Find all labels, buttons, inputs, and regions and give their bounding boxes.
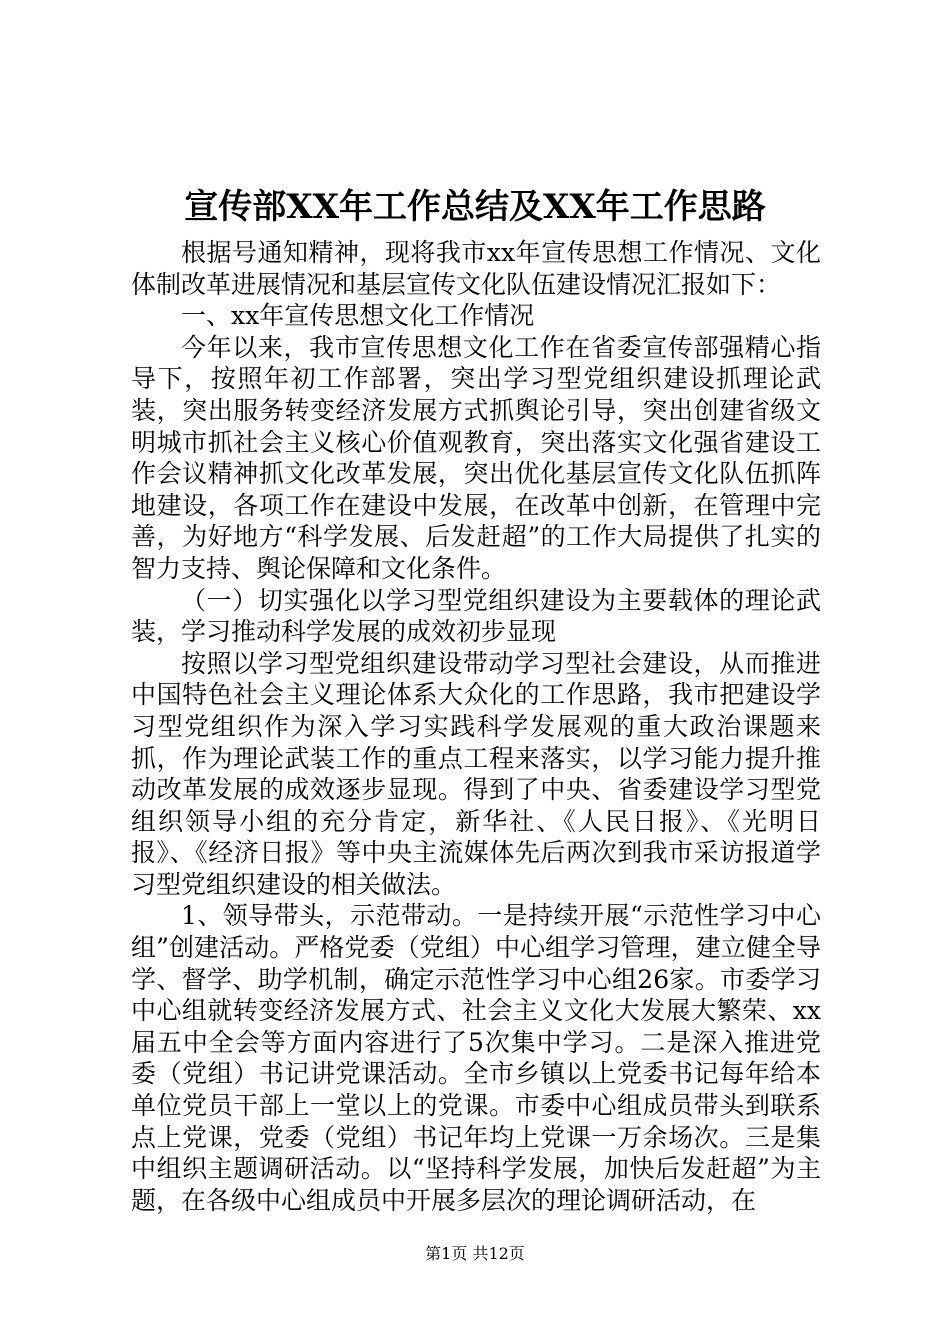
paragraph-intro: 根据号通知精神，现将我市xx年宣传思想工作情况、文化体制改革进展情况和基层宣传文化队伍建设情况汇报如下：	[131, 238, 821, 299]
paragraph-leadership: 1、领导带头，示范带动。一是持续开展“示范性学习中心组”创建活动。严格党委（党组）中心组学习管理，建立健全导学、督学、助学机制，确定示范性学习中心组26家。市委学习中心组就转变经济发展方式、社会主义文化大发展大繁荣、xx届五中全会等方面内容进行了5次集中学习。二是深入推进党委（党组）书记讲党课活动。全市乡镇以上党委书记每年给本单位党员干部上一堂以上的党课。市委中心组成员带头到联系点上党课，党委（党组）书记年均上党课一万余场次。三是集中组织主题调研活动。以“坚持科学发展，加快后发赶超”为主题，在各级中心组成员中开展多层次的理论调研活动，在	[131, 901, 821, 1215]
paragraph-learning: 按照以学习型党组织建设带动学习型社会建设，从而推进中国特色社会主义理论体系大众化的工作思路，我市把建设学习型党组织作为深入学习实践科学发展观的重大政治课题来抓，作为理论武装工作的重点工程来落实，以学习能力提升推动改革发展的成效逐步显现。得到了中央、省委建设学习型党组织领导小组的充分肯定，新华社、《人民日报》、《光明日报》、《经济日报》等中央主流媒体先后两次到我市采访报道学习型党组织建设的相关做法。	[131, 648, 821, 899]
subsection-heading-1: （一）切实强化以学习型党组织建设为主要载体的理论武装，学习推动科学发展的成效初步显现	[131, 585, 821, 647]
document-body	[131, 237, 821, 1216]
paragraph-overview: 今年以来，我市宣传思想文化工作在省委宣传部强精心指导下，按照年初工作部署，突出学习型党组织建设抓理论武装，突出服务转变经济发展方式抓舆论引导，突出创建省级文明城市抓社会主义核心价值观教育，突出落实文化强省建设工作会议精神抓文化改革发展，突出优化基层宣传文化队伍抓阵地建设，各项工作在建设中发展，在改革中创新，在管理中完善，为好地方“科学发展、后发赶超”的工作大局提供了扎实的智力支持、舆论保障和文化条件。	[131, 332, 821, 583]
section-heading-1: 一、xx年宣传思想文化工作情况	[181, 301, 535, 331]
page-footer: 第1页 共12页	[425, 1244, 525, 1263]
document-title: 宣传部XX年工作总结及XX年工作思路	[184, 187, 766, 227]
